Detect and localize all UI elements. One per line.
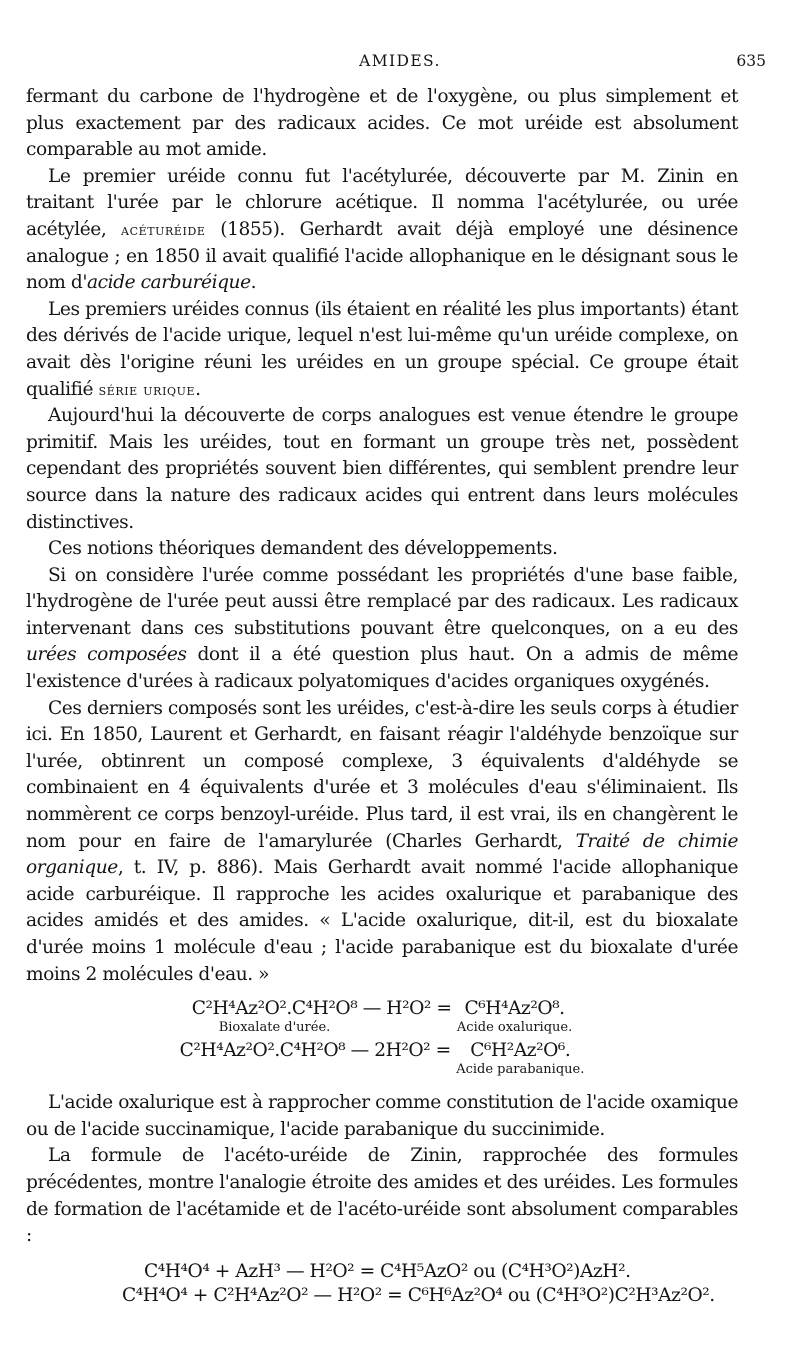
text-run: (1855). Gerhardt avait déjà employé une désinence analogue ; en 1850 il avait qualifié l'acide allophanique en le désignant sous le nom d' <box>26 218 738 294</box>
text-run: . <box>250 272 257 294</box>
italic-term: acide carburéique <box>87 272 251 294</box>
equation-aceto-ureide: C⁴H⁴O⁴ + C²H⁴Az²O² — H²O² = C⁶H⁶Az²O⁴ ou (C⁴H³O²)C²H³Az²O². <box>122 1284 715 1306</box>
small-caps-term: acéturéide <box>121 220 206 239</box>
paragraph-serie-urique <box>26 297 738 403</box>
formula-term <box>456 1040 584 1078</box>
running-header <box>0 52 800 78</box>
paragraph-continuation: fermant du carbone de l'hydrogène et de l'oxygène, ou plus simplement et plus exactement par des radicaux acides. Ce mot uréide est absolument comparable au mot amide. <box>26 86 738 161</box>
formula-operator: — H²O² = <box>357 998 457 1020</box>
paragraph-aceto-ureide: La formule de l'acéto-uréide de Zinin, rapprochée des formules précédentes, montre l'analogie étroite des amides et des uréides. Les formules de formation de l'acétamide et de l'acéto-uréide sont absolument comparables : <box>26 1145 738 1247</box>
formula-parabanique <box>26 1040 738 1078</box>
formula-text: C⁶H²Az²O⁶. <box>470 1040 571 1062</box>
paragraph-zinin <box>26 164 738 297</box>
italic-term: urées composées <box>26 644 187 666</box>
formula-caption: Bioxalate d'urée. <box>218 1020 331 1036</box>
formula-text: C²H⁴Az²O².C⁴H²O⁸ — 2H²O² = <box>179 1040 457 1062</box>
paragraph-laurent-gerhardt <box>26 696 738 989</box>
text-run: Si on considère l'urée comme possédant les propriétés d'une base faible, l'hydrogène de l'urée peut aussi être remplacé par des radicaux. Les radicaux intervenant dans ces substitutions pouvant être quelconques, on a eu des <box>26 564 738 639</box>
text-run: , t. IV, p. 886). Mais Gerhardt avait nommé l'acide allophanique acide carburéique. Il rapproche les acides oxalurique et parabanique des acides amidés et des amides. « L'acide oxalurique, dit-il, est du bioxalate d'urée moins 1 molécule d'eau ; l'acide parabanique est du bioxalate d'urée moins 2 molécules d'eau. » <box>26 857 738 985</box>
small-caps-term: série urique <box>98 380 196 399</box>
text-run: dont il a été question plus haut. On a admis de même l'existence d'urées à radicaux polyatomiques d'acides organiques oxygénés. <box>26 644 738 693</box>
running-title: AMIDES. <box>359 52 441 70</box>
equation-acetamide: C⁴H⁴O⁴ + AzH³ — H²O² = C⁴H⁵AzO² ou (C⁴H³O²)AzH². <box>144 1260 631 1282</box>
formula-caption: Acide oxalurique. <box>456 1020 573 1036</box>
paragraph-groupe: Aujourd'hui la découverte de corps analogues est venue étendre le groupe primitif. Mais les uréides, tout en formant un groupe très net, possèdent cependant des propriétés souvent bien différentes, qui semblent prendre leur source dans la nature des radicaux acides qui entrent dans leurs molécules distinctives. <box>26 405 738 533</box>
formula-term <box>192 998 357 1036</box>
paragraph-base-faible <box>26 563 738 696</box>
text-run: . <box>195 378 201 400</box>
formula-text: C²H⁴Az²O².C⁴H²O⁸ <box>191 998 358 1020</box>
paragraph-oxamique: L'acide oxalurique est à rapprocher comme constitution de l'acide oxamique ou de l'acide succinamique, l'acide parabanique du succinimide. <box>26 1092 738 1140</box>
text-run: Le premier uréide connu fut l'acétylurée, découverte par M. Zinin en traitant l'urée par le chlorure acétique. Il nomma l'acétylurée, ou urée acétylée, <box>26 165 738 240</box>
formula-caption: Acide parabanique. <box>456 1062 585 1078</box>
text-run: Les premiers uréides connus (ils étaient en réalité les plus importants) étant des dérivés de l'acide urique, lequel n'est lui-même qu'un uréide complexe, on avait dès l'origine réuni les uréides en un groupe spécial. Ce groupe était qualifié <box>26 298 738 400</box>
text-run: Ces derniers composés sont les uréides, c'est-à-dire les seuls corps à étudier ici. En 1850, Laurent et Gerhardt, en faisant réagir l'aldéhyde benzoïque sur l'urée, obtinrent un composé complexe, 3 équivalents d'aldéhyde se combinaient en 4 équivalents d'urée et 3 molécules d'eau s'éliminaient. Ils nommèrent ce corps benzoyl-uréide. Plus tard, il est vrai, ils en changèrent le nom pour en faire de l'amarylurée (Charles Gerhardt, <box>26 697 738 852</box>
paragraph-notions: Ces notions théoriques demandent des développements. <box>48 538 558 560</box>
page-number: 635 <box>736 52 766 70</box>
formula-term <box>457 998 572 1036</box>
formula-oxalurique <box>26 998 738 1036</box>
body-text <box>26 84 738 1308</box>
formula-text: C⁶H⁴Az²O⁸. <box>464 998 565 1020</box>
italic-title: Traité de chimie organique <box>26 830 738 879</box>
